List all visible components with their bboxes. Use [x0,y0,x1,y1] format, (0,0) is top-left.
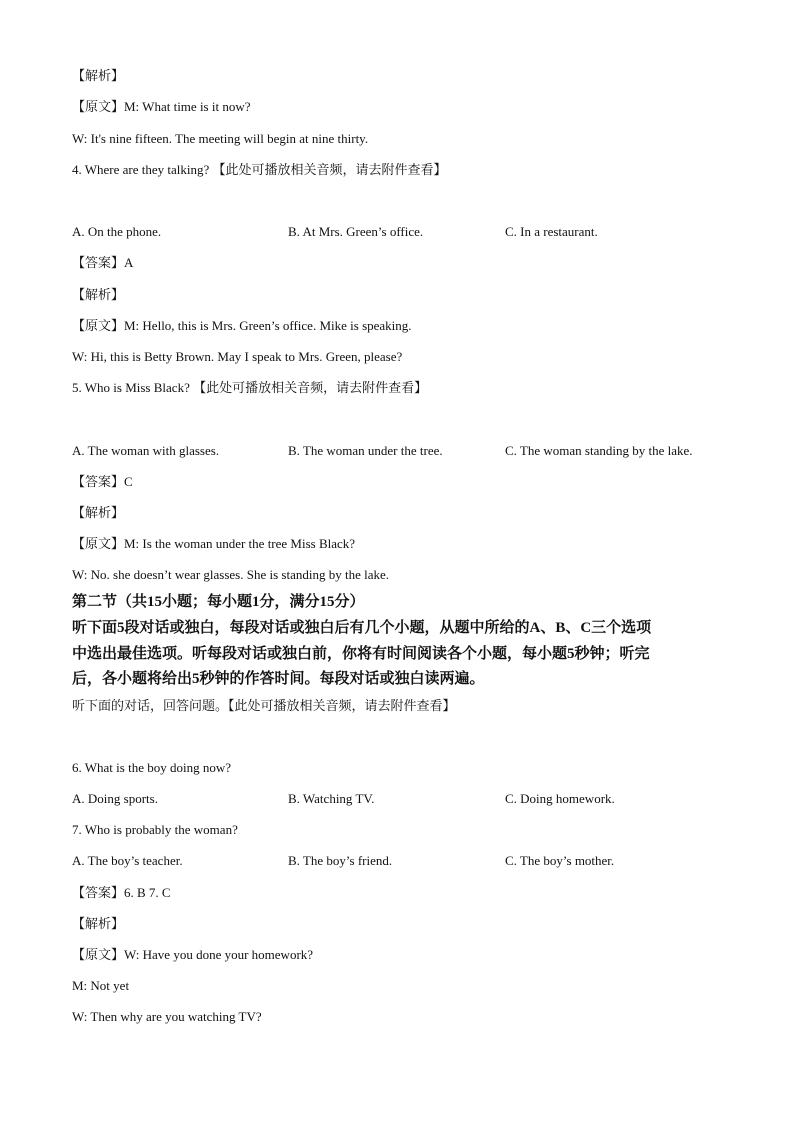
instructions-line: 听下面5段对话或独白，每段对话或独白后有几个小题，从题中所给的A、B、C三个选项 [72,620,652,636]
instructions-line: 中选出最佳选项。听每段对话或独白前，你将有时间阅读各个小题，每小题5秒钟；听完 [72,646,650,662]
question-4: 4. Where are they talking? 【此处可播放相关音频，请去附件查看】 [72,162,447,177]
analysis-heading: 【解析】 [72,287,125,302]
transcript-line: W: No. she doesn’t wear glasses. She is standing by the lake. [72,567,389,582]
q5-option-b: B. The woman under the tree. [288,443,443,458]
transcript-line: W: Hi, this is Betty Brown. May I speak to Mrs. Green, please? [72,349,403,364]
analysis-heading: 【解析】 [72,916,125,931]
section-2-heading: 第二节（共15小题；每小题1分，满分15分） [72,594,365,610]
transcript-line: W: Then why are you watching TV? [72,1009,262,1024]
transcript-line: M: Not yet [72,978,130,993]
q4-option-b: B. At Mrs. Green’s office. [288,224,424,239]
transcript-line: 【原文】M: Hello, this is Mrs. Green’s office. Mike is speaking. [72,318,412,333]
q6-option-b: B. Watching TV. [288,791,375,806]
question-7: 7. Who is probably the woman? [72,822,238,837]
listening-prompt: 听下面的对话，回答问题。【此处可播放相关音频，请去附件查看】 [72,698,456,713]
instructions-line: 后，各小题将给出5秒钟的作答时间。每段对话或独白读两遍。 [72,671,485,687]
q7-option-b: B. The boy’s friend. [288,853,393,868]
answer-4: 【答案】A [72,255,134,270]
analysis-heading: 【解析】 [72,505,125,520]
question-6: 6. What is the boy doing now? [72,760,231,775]
answer-5: 【答案】C [72,474,133,489]
question-5: 5. Who is Miss Black? 【此处可播放相关音频，请去附件查看】 [72,380,428,395]
q6-option-a: A. Doing sports. [72,791,158,806]
q7-option-a: A. The boy’s teacher. [72,853,183,868]
q4-option-a: A. On the phone. [72,224,162,239]
analysis-heading: 【解析】 [72,68,125,83]
q7-option-c: C. The boy’s mother. [505,853,615,868]
transcript-line: 【原文】M: What time is it now? [72,99,251,114]
transcript-line: W: It's nine fifteen. The meeting will begin at nine thirty. [72,131,369,146]
q5-option-c: C. The woman standing by the lake. [505,443,693,458]
transcript-line: 【原文】W: Have you done your homework? [72,947,314,962]
answer-6-7: 【答案】6. B 7. C [72,885,171,900]
q5-option-a: A. The woman with glasses. [72,443,220,458]
transcript-line: 【原文】M: Is the woman under the tree Miss Black? [72,536,356,551]
q6-option-c: C. Doing homework. [505,791,615,806]
q4-option-c: C. In a restaurant. [505,224,598,239]
